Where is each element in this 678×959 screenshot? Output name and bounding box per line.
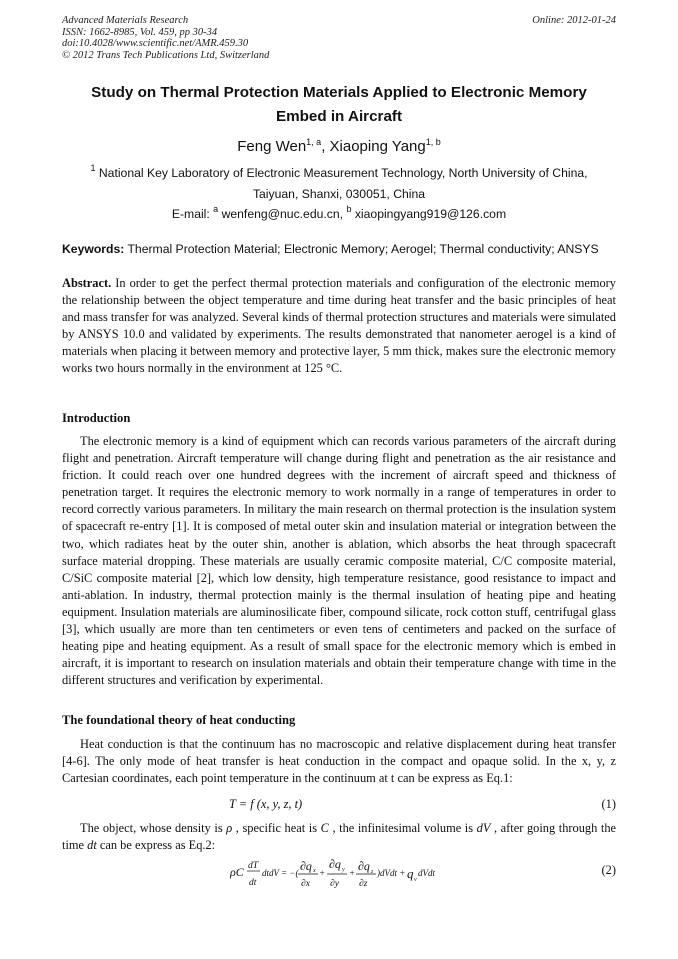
doi-line: doi:10.4028/www.scientific.net/AMR.459.30: [62, 38, 249, 49]
svg-text:dVdt: dVdt: [418, 868, 435, 878]
email-label: E-mail:: [171, 207, 214, 221]
journal-name: Advanced Materials Research: [62, 15, 189, 26]
svg-text:ρC: ρC: [230, 865, 244, 879]
email-a[interactable]: wenfeng@nuc.edu.cn,: [218, 207, 347, 221]
author-2-affiliation-mark: 1, b: [425, 137, 441, 147]
equation-1-expression: T = f (x, y, z, t): [229, 797, 303, 811]
author-1: Feng Wen: [237, 138, 307, 155]
email-mark-a: a: [213, 204, 219, 214]
author-separator: ,: [321, 138, 330, 155]
abstract-label: Abstract.: [62, 276, 112, 290]
foundational-body: [62, 736, 616, 787]
affiliation-line-1: National Key Laboratory of Electronic Measurement Technology, North University of China,: [95, 166, 588, 180]
keywords-label: Keywords:: [62, 242, 125, 256]
foundational-heading: The foundational theory of heat conducting: [62, 713, 296, 727]
equation-2-formula: [230, 856, 490, 896]
author-list: [62, 137, 616, 157]
svg-text:∂z: ∂z: [359, 879, 368, 889]
dv-symbol: dV: [476, 821, 491, 835]
text-run: , the infinitesimal volume is: [328, 821, 477, 835]
svg-text:q: q: [407, 866, 414, 881]
affiliation-mark: 1: [90, 163, 96, 173]
abstract-text: In order to get the perfect thermal protection materials and configuration of the electronic memory the relationship between the object temperature and time during heat transfer and the basic principles of heat and mass transfer for was analyzed. Several kinds of thermal protection structures and materials were simulated by ANSYS 10.0 and validated by experiments. The results demonstrated that nanometer aerogel is a kind of materials when placing it between memory and protective layer, 5 mm thick, makes sure the electronic memory works two hours normally in the environment at 125 °C.: [62, 276, 616, 376]
svg-text:dtdV = −(: dtdV = −(: [262, 868, 299, 878]
svg-text:∂q: ∂q: [300, 859, 312, 873]
text-run: The object, whose density is: [80, 821, 227, 835]
title-line-2: Embed in Aircraft: [275, 108, 403, 125]
author-2: Xiaoping Yang: [329, 138, 426, 155]
affiliation-line-2: Taiyuan, Shanxi, 030051, China: [252, 187, 426, 201]
text-run: , specific heat is: [232, 821, 321, 835]
svg-text:∂x: ∂x: [301, 879, 310, 889]
affiliation: [62, 163, 616, 205]
email-b[interactable]: xiaopingyang919@126.com: [351, 207, 507, 221]
svg-text:x: x: [313, 868, 316, 874]
svg-text:∂q: ∂q: [329, 857, 341, 871]
issn-line: ISSN: 1662-8985, Vol. 459, pp 30-34: [62, 26, 218, 38]
equation-1-number: (1): [601, 797, 616, 811]
introduction-paragraph: The electronic memory is a kind of equipment which can records various parameters of the aircraft during flight and penetration. Aircraft temperature will change during flight and penetration as the air resistance and friction. It could reach over one hundred degrees with the increment of aircraft speed and thickness of penetration target. It requires the electronic memory to work normally in a range of temperatures in order to record correctly various parameters. In military the main research on thermal protection is the insulation system of spacecraft re-entry [1]. It is composed of metal outer skin and insulation material or integration between the two, which radiates heat by the outer shin, another is ablation, which absorbs the heat through spacecraft surface material dropping. These materials are usually ceramic composite material, C/C composite material, C/SiC composite material [2], which low density, high temperature resistance, good resistance to impact and anti-ablation. In industry, thermal protection mainly is the thermal insulation of heating pipe and heating equipment. Insulation materials are aluminosilicate fiber, compound silicate, rock cotton stuff, centrifugal glass [3], which usually are more than ten centimeters or even tens of centimeters and packed on the surface of heating pipe and heating equipment. As a result of small space for the electronic memory which is embed in aircraft, it is important to research on insulation materials and obtain their temperature change with time in the different structures and verification by experimental.: [62, 434, 616, 688]
rho-symbol: ρ: [226, 821, 233, 835]
email-line: [62, 205, 616, 223]
dt-symbol: dt: [87, 838, 97, 853]
svg-text:)dVdt +: )dVdt +: [377, 868, 406, 878]
keywords-text: Thermal Protection Material; Electronic Memory; Aerogel; Thermal conductivity; ANSYS: [124, 242, 599, 256]
svg-text:∂y: ∂y: [330, 879, 339, 889]
copyright-line: © 2012 Trans Tech Publications Ltd, Switzerland: [62, 49, 270, 61]
svg-text:∂q: ∂q: [358, 859, 370, 873]
introduction-body: [62, 433, 616, 689]
svg-text:y: y: [342, 867, 345, 873]
title-line-1: Study on Thermal Protection Materials Applied to Electronic Memory: [91, 84, 587, 101]
svg-text:z: z: [371, 869, 374, 875]
density-paragraph: [62, 820, 616, 854]
paper-title: [62, 81, 616, 129]
svg-text:+: +: [349, 868, 356, 878]
email-mark-b: b: [346, 204, 352, 214]
text-run: , after going through the time: [62, 821, 617, 853]
abstract: [62, 275, 616, 378]
journal-header: [62, 15, 616, 61]
svg-text:v: v: [414, 877, 417, 883]
equation-2-number: (2): [601, 863, 616, 877]
foundational-paragraph: Heat conduction is that the continuum has no macroscopic and relative displacement during heat transfer [4-6]. The only mode of heat transfer is heat conduction in the compact and opaque solid. In the x, y, z Cartesian coordinates, each point temperature in the continuum at t can be express as Eq.1:: [62, 737, 616, 786]
svg-text:dt: dt: [249, 878, 257, 888]
text-run: can be express as Eq.2:: [96, 838, 216, 853]
author-1-affiliation-mark: 1, a: [306, 137, 322, 147]
svg-text:dT: dT: [248, 861, 259, 871]
online-date: Online: 2012-01-24: [532, 15, 616, 26]
equation-1: [62, 797, 616, 815]
svg-text:+: +: [319, 868, 326, 878]
introduction-heading: Introduction: [62, 411, 131, 425]
keywords: [62, 240, 616, 258]
c-symbol: C: [320, 821, 329, 835]
equation-2: [62, 856, 616, 896]
